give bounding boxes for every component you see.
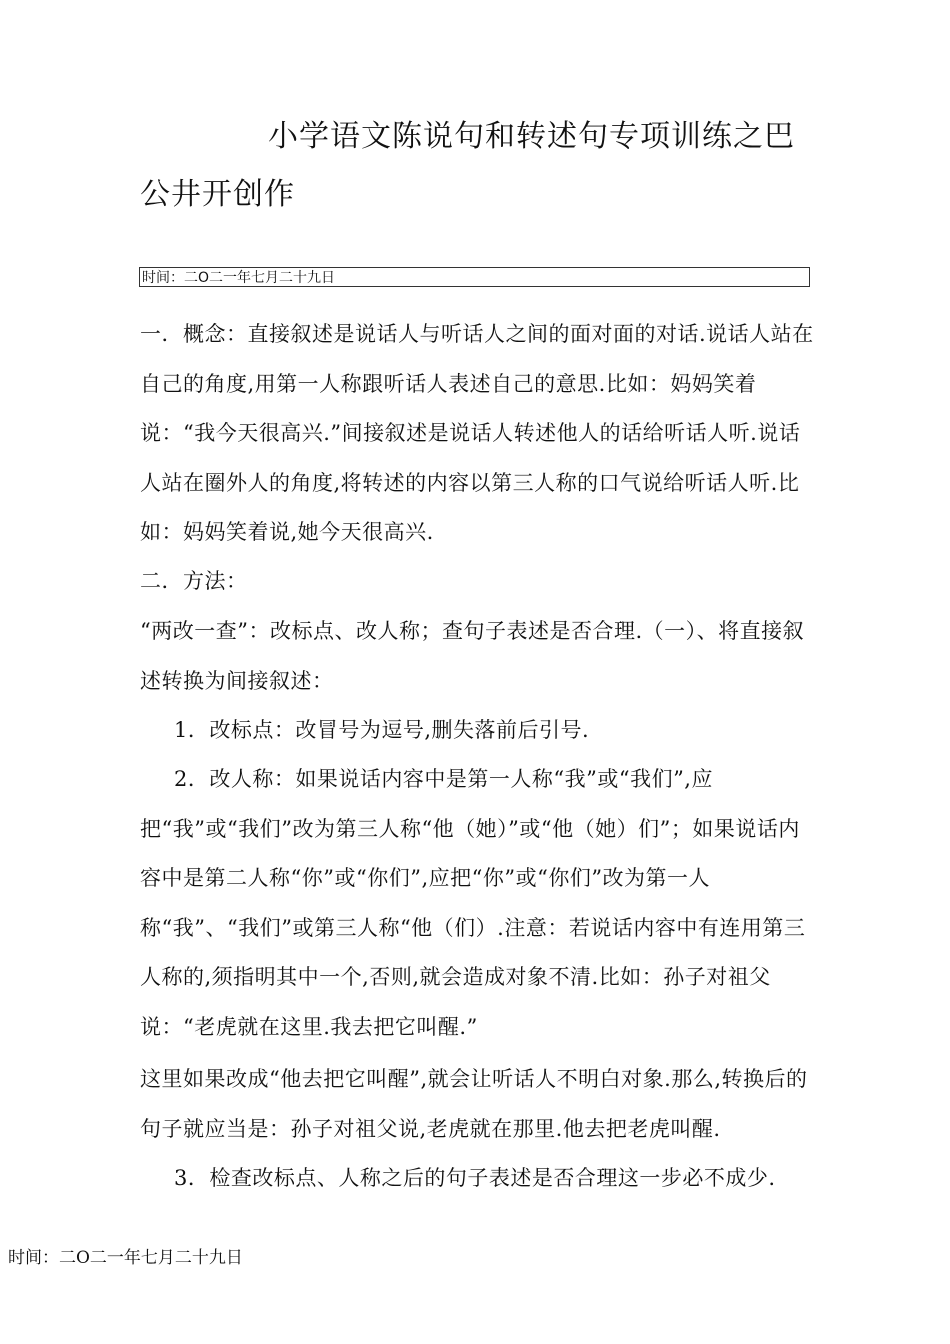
paragraph-step-2-continued: 这里如果改成“他去把它叫醒”,就会让听话人不明白对象.那么,转换后的句子就应当是：孙子对祖父说,老虎就在那里.他去把老虎叫醒. (140, 1067, 808, 1141)
time-header-box: 时间：二O二一年七月二十九日 (139, 267, 810, 287)
paragraph-method-heading: 二．方法： (140, 569, 248, 593)
paragraph-step-3: 3．检查改标点、人称之后的句子表述是否合理这一步必不成少. (174, 1166, 776, 1190)
paragraph-concept: 一．概念：直接叙述是说话人与听话人之间的面对面的对话.说话人站在自己的角度,用第一人称跟听话人表述自己的意思.比如：妈妈笑着说：“我今天很高兴.”间接叙述是说话人转述他人的话给听话人听.说话人站在圈外人的角度,将转述的内容以第三人称的口气说给听话人听.比如：妈妈笑着说,她今天很高兴. (140, 322, 814, 544)
page-footer-time: 时间：二O二一年七月二十九日 (8, 1248, 243, 1268)
paragraph-step-1: 1．改标点：改冒号为逗号,删失落前后引号. (174, 718, 590, 742)
paragraph-method-summary: “两改一查”：改标点、改人称；查句子表述是否合理.（一）、将直接叙述转换为间接叙述： (140, 619, 805, 693)
paragraph-step-2: 2．改人称：如果说话内容中是第一人称“我”或“我们”,应把“我”或“我们”改为第三人称“他（她）”或“他（她）们”；如果说话内容中是第二人称“你”或“你们”,应把“你”或“你们”改为第一人称“我”、“我们”或第三人称“他（们）.注意：若说话内容中有连用第三人称的,须指明其中一个,否则,就会造成对象不清.比如：孙子对祖父说：“老虎就在这里.我去把它叫醒.” (140, 767, 806, 1039)
document-title: 小学语文陈说句和转述句专项训练之巴公井开创作 (140, 119, 795, 212)
